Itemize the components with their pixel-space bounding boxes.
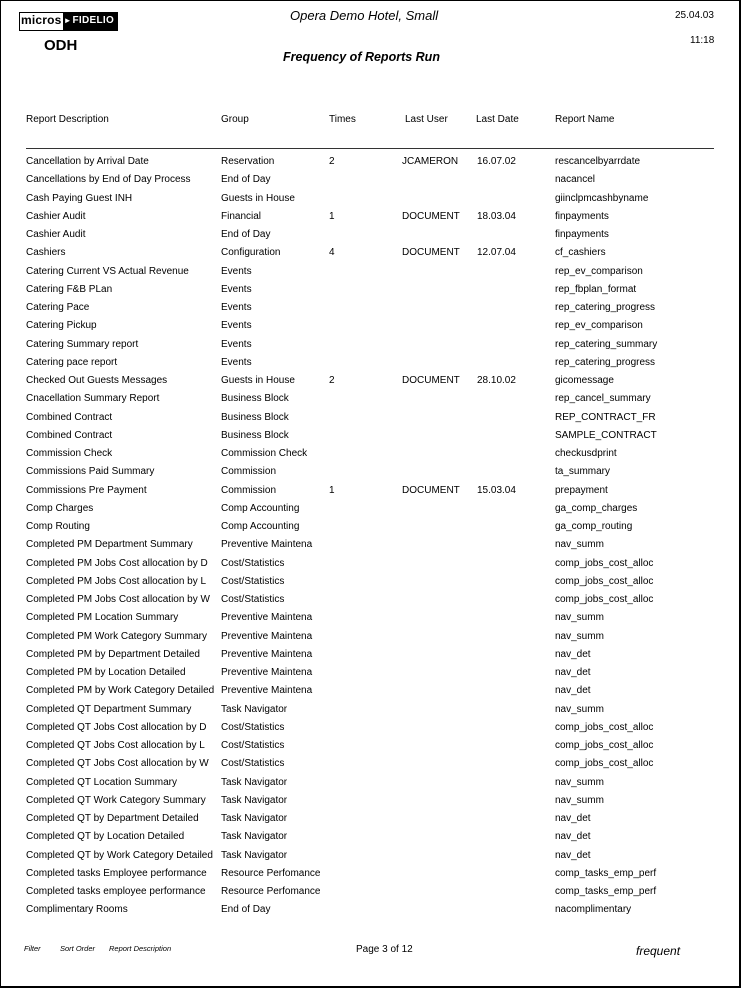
cell-group: Commission Check <box>221 448 308 459</box>
cell-group: End of Day <box>221 904 271 916</box>
table-row <box>0 649 743 667</box>
cell-description: Completed PM Jobs Cost allocation by D <box>26 557 208 569</box>
cell-last-user: DOCUMENT <box>402 247 460 259</box>
cell-group: Comp Accounting <box>221 521 300 532</box>
cell-description: Cashiers <box>26 247 66 259</box>
logo-fidelio-text: FIDELIO <box>71 13 117 30</box>
table-row <box>0 266 743 284</box>
cell-group: Financial <box>221 210 262 222</box>
cell-group: Preventive Maintena <box>221 630 313 642</box>
table-row <box>0 193 743 211</box>
cell-report-name: comp_tasks_emp_perf <box>555 867 657 879</box>
cell-group: Events <box>221 302 252 313</box>
cell-description: Completed PM by Department Detailed <box>26 648 200 660</box>
table-row <box>0 576 743 594</box>
cell-report-name: rep_fbplan_format <box>555 283 637 295</box>
logo-micros-text: micros <box>20 13 63 30</box>
cell-group: Cost/Statistics <box>221 740 285 751</box>
table-row <box>0 448 743 466</box>
cell-report-name: nav_det <box>555 648 591 660</box>
cell-report-name: ga_comp_routing <box>555 521 633 532</box>
cell-report-name: nav_summ <box>555 630 604 642</box>
cell-last-user: DOCUMENT <box>402 375 460 386</box>
cell-description: Catering Pickup <box>26 320 97 332</box>
cell-report-name: nav_det <box>555 849 591 861</box>
cell-description: Catering Current VS Actual Revenue <box>26 265 189 277</box>
table-row <box>0 247 743 265</box>
cell-report-name: giinclpmcashbyname <box>555 192 649 204</box>
cell-description: Completed QT by Department Detailed <box>26 813 199 824</box>
cell-description: Completed QT Work Category Summary <box>26 794 206 806</box>
cell-description: Commission Check <box>26 448 113 459</box>
cell-group: Preventive Maintena <box>221 648 313 660</box>
cell-group: Events <box>221 320 252 332</box>
cell-report-name: rescancelbyarrdate <box>555 156 641 167</box>
cell-description: Completed PM Work Category Summary <box>26 630 207 642</box>
cell-report-name: rep_ev_comparison <box>555 265 643 277</box>
cell-group: Business Block <box>221 393 289 405</box>
cell-times: 2 <box>329 156 335 167</box>
report-date: 25.04.03 <box>675 10 714 21</box>
cell-report-name: comp_jobs_cost_alloc <box>555 721 654 733</box>
cell-last-date: 15.03.04 <box>477 484 516 496</box>
cell-description: Checked Out Guests Messages <box>26 375 168 386</box>
cell-report-name: comp_tasks_emp_perf <box>555 886 657 897</box>
table-row <box>0 612 743 630</box>
table-row <box>0 704 743 722</box>
cell-report-name: comp_jobs_cost_alloc <box>555 758 654 770</box>
cell-group: Cost/Statistics <box>221 557 285 569</box>
cell-description: Catering pace report <box>26 356 118 368</box>
cell-description: Completed QT Department Summary <box>26 703 192 715</box>
cell-description: Completed tasks Employee performance <box>26 867 207 879</box>
cell-group: Preventive Maintena <box>221 667 313 678</box>
page-number: Page 3 of 12 <box>356 944 413 955</box>
table-row <box>0 558 743 576</box>
column-header-group: Group <box>221 114 249 125</box>
table-row <box>0 412 743 430</box>
cell-report-name: nav_det <box>555 831 591 843</box>
cell-group: Events <box>221 338 252 350</box>
hotel-name: Opera Demo Hotel, Small <box>290 8 439 23</box>
column-header-last-date: Last Date <box>476 114 519 125</box>
table-row <box>0 485 743 503</box>
cell-description: Completed PM by Location Detailed <box>26 667 186 678</box>
table-row <box>0 777 743 795</box>
report-time: 11:18 <box>690 35 715 46</box>
column-header-last-user: Last User <box>405 114 448 125</box>
cell-description: Completed QT by Location Detailed <box>26 831 185 843</box>
cell-report-name: nacomplimentary <box>555 904 632 916</box>
cell-report-name: REP_CONTRACT_FR <box>555 411 656 423</box>
table-row <box>0 886 743 904</box>
table-row <box>0 539 743 557</box>
cell-report-name: prepayment <box>555 484 608 496</box>
cell-group: Cost/Statistics <box>221 575 285 587</box>
cell-group: Events <box>221 265 252 277</box>
table-row <box>0 813 743 831</box>
cell-group: End of Day <box>221 229 271 240</box>
table-row <box>0 320 743 338</box>
table-row <box>0 229 743 247</box>
cell-group: Business Block <box>221 411 289 423</box>
column-header-report-name: Report Name <box>555 114 615 125</box>
cell-report-name: comp_jobs_cost_alloc <box>555 740 654 751</box>
cell-description: Completed PM Jobs Cost allocation by W <box>26 594 210 605</box>
footer-sort-order-value: Report Description <box>109 944 172 953</box>
cell-group: Configuration <box>221 247 281 259</box>
table-row <box>0 594 743 612</box>
table-row <box>0 174 743 192</box>
cell-last-user: JCAMERON <box>402 156 459 167</box>
table-row <box>0 339 743 357</box>
cell-report-name: comp_jobs_cost_alloc <box>555 575 654 587</box>
cell-last-user: DOCUMENT <box>402 210 460 222</box>
table-row <box>0 357 743 375</box>
cell-description: Completed PM Jobs Cost allocation by L <box>26 575 207 587</box>
table-row <box>0 631 743 649</box>
cell-description: Cashier Audit <box>26 229 86 240</box>
table-row <box>0 211 743 229</box>
cell-group: Task Navigator <box>221 776 288 788</box>
cell-last-date: 28.10.02 <box>477 375 516 386</box>
cell-group: End of Day <box>221 174 271 186</box>
table-row <box>0 466 743 484</box>
cell-description: Commissions Paid Summary <box>26 466 155 478</box>
cell-report-name: gicomessage <box>555 375 614 386</box>
cell-group: Cost/Statistics <box>221 758 285 770</box>
table-row <box>0 430 743 448</box>
cell-group: Business Block <box>221 429 289 441</box>
cell-description: Cnacellation Summary Report <box>26 393 160 405</box>
table-row <box>0 375 743 393</box>
cell-report-name: rep_catering_summary <box>555 338 658 350</box>
cell-group: Preventive Maintena <box>221 612 313 624</box>
cell-group: Task Navigator <box>221 813 288 824</box>
cell-group: Cost/Statistics <box>221 721 285 733</box>
cell-description: Completed PM by Work Category Detailed <box>26 685 215 697</box>
cell-group: Commission <box>221 484 277 496</box>
cell-group: Cost/Statistics <box>221 594 285 605</box>
cell-group: Resource Perfomance <box>221 886 321 897</box>
cell-description: Combined Contract <box>26 411 113 423</box>
cell-report-name: rep_catering_progress <box>555 302 656 313</box>
table-row <box>0 667 743 685</box>
cell-report-name: nav_summ <box>555 794 604 806</box>
cell-description: Comp Charges <box>26 502 94 514</box>
table-row <box>0 156 743 174</box>
table-row <box>0 302 743 320</box>
cell-report-name: nav_summ <box>555 776 604 788</box>
header-divider <box>26 148 714 149</box>
cell-description: Combined Contract <box>26 429 113 441</box>
logo-arrow-icon: ► <box>63 13 72 30</box>
cell-report-name: nav_summ <box>555 612 604 624</box>
cell-report-name: finpayments <box>555 229 609 240</box>
table-row <box>0 831 743 849</box>
cell-group: Events <box>221 283 252 295</box>
cell-report-name: comp_jobs_cost_alloc <box>555 557 654 569</box>
cell-group: Preventive Maintena <box>221 685 313 697</box>
table-row <box>0 521 743 539</box>
cell-times: 4 <box>329 247 335 259</box>
report-title: Frequency of Reports Run <box>283 50 440 64</box>
cell-group: Comp Accounting <box>221 502 300 514</box>
table-row <box>0 685 743 703</box>
cell-report-name: cf_cashiers <box>555 247 606 259</box>
cell-report-name: nav_summ <box>555 539 604 551</box>
cell-description: Complimentary Rooms <box>26 904 128 916</box>
cell-last-date: 12.07.04 <box>477 247 516 259</box>
table-row <box>0 904 743 922</box>
cell-report-name: rep_catering_progress <box>555 356 656 368</box>
cell-last-user: DOCUMENT <box>402 484 460 496</box>
cell-description: Cancellations by End of Day Process <box>26 174 191 186</box>
cell-last-date: 18.03.04 <box>477 210 516 222</box>
cell-last-date: 16.07.02 <box>477 156 516 167</box>
cell-description: Cashier Audit <box>26 210 86 222</box>
report-table-body <box>0 156 743 923</box>
cell-report-name: ta_summary <box>555 466 611 478</box>
cell-group: Reservation <box>221 156 275 167</box>
table-row <box>0 503 743 521</box>
cell-description: Completed QT Jobs Cost allocation by W <box>26 758 209 770</box>
table-row <box>0 740 743 758</box>
cell-group: Guests in House <box>221 192 295 204</box>
cell-report-name: nacancel <box>555 174 596 186</box>
cell-report-name: checkusdprint <box>555 448 617 459</box>
cell-report-name: SAMPLE_CONTRACT <box>555 429 657 441</box>
cell-report-name: nav_det <box>555 813 591 824</box>
cell-description: Completed QT Location Summary <box>26 776 177 788</box>
cell-report-name: nav_det <box>555 667 591 678</box>
footer-sort-order-label: Sort Order <box>60 944 96 953</box>
column-header-description: Report Description <box>26 114 109 125</box>
cell-group: Task Navigator <box>221 703 288 715</box>
cell-description: Cash Paying Guest INH <box>26 192 133 204</box>
cell-times: 1 <box>329 210 335 222</box>
footer-filter-label: Filter <box>24 944 41 953</box>
cell-report-name: finpayments <box>555 210 609 222</box>
cell-group: Commission <box>221 466 277 478</box>
cell-group: Events <box>221 356 252 368</box>
report-code: frequent <box>636 944 681 958</box>
cell-times: 2 <box>329 375 335 386</box>
cell-report-name: rep_ev_comparison <box>555 320 643 332</box>
cell-report-name: nav_summ <box>555 703 604 715</box>
table-row <box>0 393 743 411</box>
column-header-times: Times <box>329 114 356 125</box>
cell-group: Resource Perfomance <box>221 867 321 879</box>
cell-group: Guests in House <box>221 375 295 386</box>
cell-group: Task Navigator <box>221 831 288 843</box>
cell-times: 1 <box>329 484 335 496</box>
cell-description: Catering Summary report <box>26 338 139 350</box>
cell-group: Preventive Maintena <box>221 539 313 551</box>
property-code: ODH <box>44 37 78 54</box>
cell-description: Commissions Pre Payment <box>26 484 147 496</box>
table-row <box>0 795 743 813</box>
table-row <box>0 758 743 776</box>
cell-description: Completed PM Location Summary <box>26 612 179 624</box>
cell-description: Catering Pace <box>26 302 90 313</box>
cell-description: Comp Routing <box>26 521 90 532</box>
cell-group: Task Navigator <box>221 794 288 806</box>
cell-group: Task Navigator <box>221 849 288 861</box>
cell-description: Completed QT Jobs Cost allocation by L <box>26 740 205 751</box>
cell-description: Catering F&B PLan <box>26 283 113 295</box>
cell-description: Cancellation by Arrival Date <box>26 156 149 167</box>
table-row <box>0 722 743 740</box>
cell-description: Completed QT by Work Category Detailed <box>26 849 213 861</box>
table-row <box>0 868 743 886</box>
cell-description: Completed QT Jobs Cost allocation by D <box>26 721 207 733</box>
cell-report-name: comp_jobs_cost_alloc <box>555 594 654 605</box>
cell-report-name: nav_det <box>555 685 591 697</box>
table-row <box>0 850 743 868</box>
cell-report-name: ga_comp_charges <box>555 502 638 514</box>
micros-fidelio-logo <box>19 12 118 31</box>
cell-report-name: rep_cancel_summary <box>555 393 651 405</box>
table-row <box>0 284 743 302</box>
cell-description: Completed PM Department Summary <box>26 539 193 551</box>
cell-description: Completed tasks employee performance <box>26 886 206 897</box>
